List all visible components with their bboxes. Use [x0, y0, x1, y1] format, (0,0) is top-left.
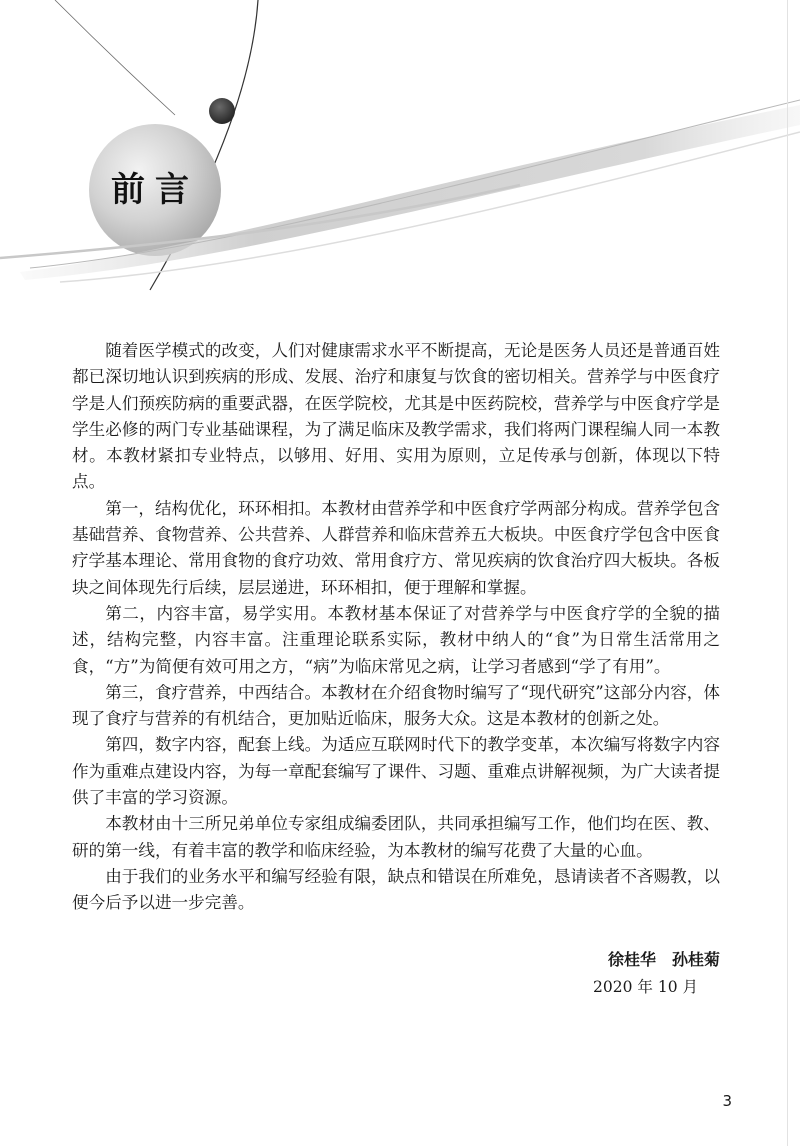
signature-date: 2020 年 10 月: [593, 978, 698, 996]
paragraph: 本教材由十三所兄弟单位专家组成编委团队，共同承担编写工作，他们均在医、教、研的第一线，有着丰富的教学和临床经验，为本教材的编写花费了大量的心血。: [72, 814, 720, 860]
arc-line: [55, 0, 175, 115]
accent-dot: [209, 98, 235, 124]
paragraph: 由于我们的业务水平和编写经验有限，缺点和错误在所难免，恳请读者不吝赐教，以便今后予以进一步完善。: [72, 866, 720, 913]
preface-body: [72, 338, 720, 917]
paragraph: 第二，内容丰富，易学实用。本教材基本保证了对营养学与中医食疗学的全貌的描述，结构完整，内容丰富。注重理论联系实际，教材中纳人的“食”为日常生活常用之食，“方”为简便有效可用之方，“病”为临床常见之病，让学习者感到“学了有用”。: [72, 603, 720, 676]
author-names: 徐桂华 孙桂菊: [607, 950, 720, 969]
page-edge: [787, 0, 788, 1146]
paragraph: 随着医学模式的改变，人们对健康需求水平不断提高，无论是医务人员还是普通百姓都已深切地认识到疾病的形成、发展、治疗和康复与饮食的密切相关。营养学与中医食疗学是人们预疾防病的重要武器，在医学院校，尤其是中医药院校，营养学与中医食疗学是学生必修的两门专业基础课程，为了满足临床及教学需求，我们将两门课程编人同一本教材。本教材紧扣专业特点，以够用、好用、实用为原则，立足传承与创新，体现以下特点。: [72, 341, 720, 492]
paragraph: 第一，结构优化，环环相扣。本教材由营养学和中医食疗学两部分构成。营养学包含基础营养、食物营养、公共营养、人群营养和临床营养五大板块。中医食疗学包含中医食疗学基本理论、常用食物的食疗功效、常用食疗方、常见疾病的饮食治疗四大板块。各板块之间体现先行后续，层层递进，环环相扣，便于理解和掌握。: [72, 498, 720, 597]
page-title: 前言: [111, 170, 199, 210]
paragraph: 第四，数字内容，配套上线。为适应互联网时代下的教学变革，本次编写将数字内容作为重难点建设内容，为每一章配套编写了课件、习题、重难点讲解视频，为广大读者提供了丰富的学习资源。: [72, 735, 720, 808]
header-decoration: [0, 0, 800, 300]
signature-block: [560, 948, 720, 1002]
page-number: 3: [722, 1092, 732, 1110]
paragraph: 第三，食疗营养，中西结合。本教材在介绍食物时编写了“现代研究”这部分内容，体现了食疗与营养的有机结合，更加贴近临床，服务大众。这是本教材的创新之处。: [72, 682, 720, 729]
